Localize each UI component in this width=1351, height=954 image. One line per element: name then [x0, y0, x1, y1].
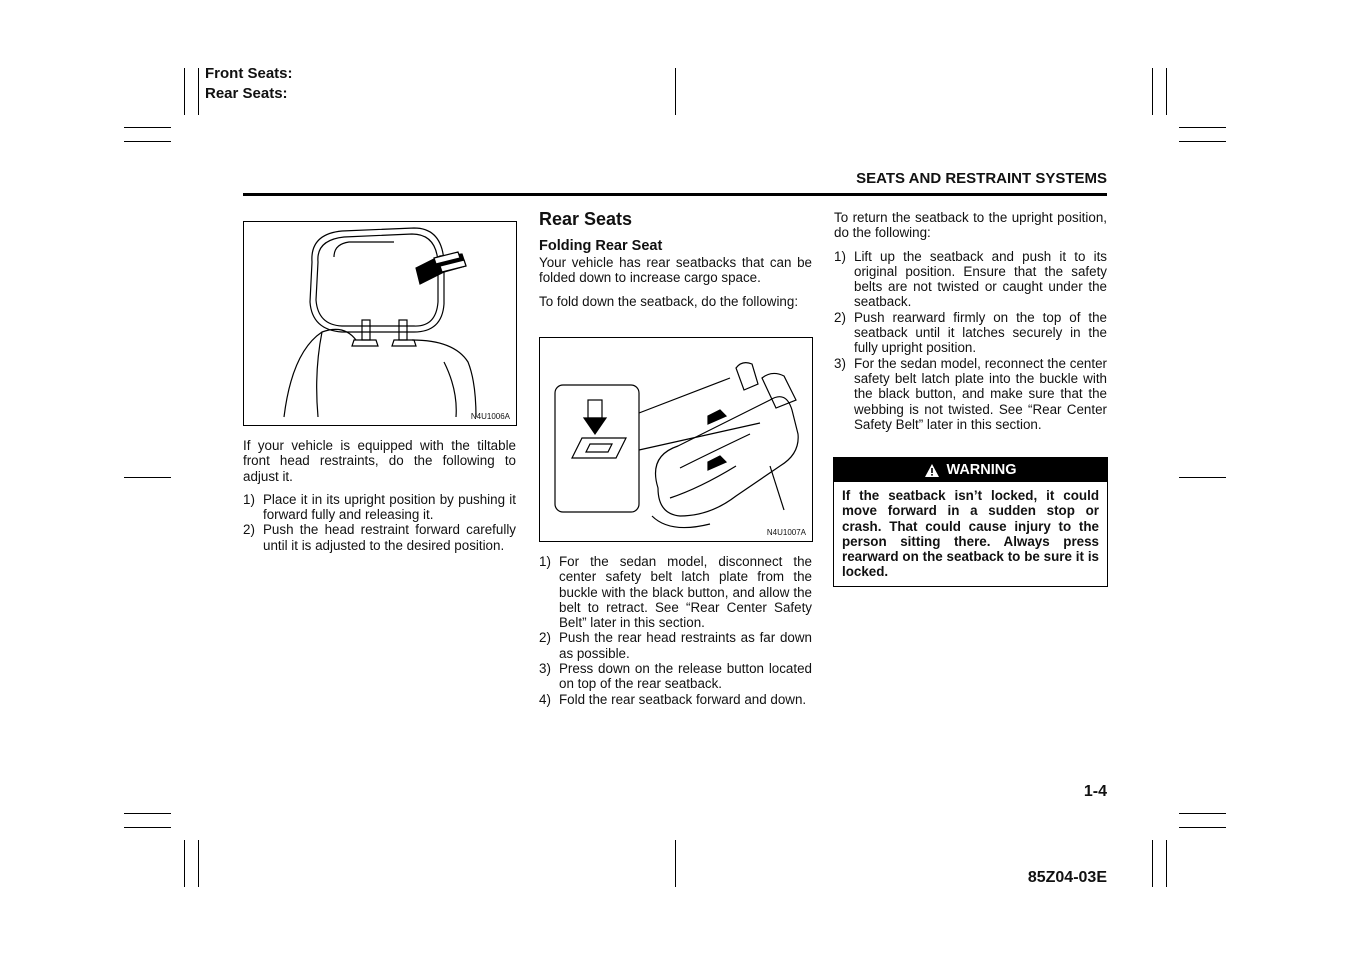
fold-down-intro: To fold down the seatback, do the following:: [539, 293, 799, 309]
list-item: [539, 554, 812, 630]
step-text: Push the head restraint forward carefully until it is adjusted to the desired position.: [263, 522, 516, 553]
step-number: 2): [539, 630, 551, 646]
figure-code: N4U1007A: [766, 528, 806, 537]
header-rule: [243, 193, 1107, 196]
warning-label: WARNING: [946, 462, 1017, 478]
head-restraint-intro: If your vehicle is equipped with the tiltable front head restraints, do the following to adjust it.: [243, 438, 516, 484]
upright-steps: [834, 249, 1107, 433]
step-text: Push rearward firmly on the top of the seatback until it latches securely in the fully upright position.: [854, 309, 1107, 356]
upright-intro: To return the seatback to the upright position, do the following:: [834, 210, 1107, 241]
list-item: [539, 630, 812, 661]
list-item: [539, 661, 812, 692]
warning-text: If the seatback isn’t locked, it could move forward in a sudden stop or crash. That could cause injury to the person sitting there. Always press rearward on the seatback to be sure it is locked.: [842, 488, 1099, 580]
step-text: Press down on the release button located on top of the rear seatback.: [559, 661, 812, 692]
step-text: Place it in its upright position by pushing it forward fully and releasing it.: [263, 491, 516, 523]
warning-header: [834, 458, 1107, 482]
step-number: 2): [834, 309, 846, 325]
figure-code: N4U1006A: [470, 412, 510, 421]
page-number: 1-4: [1083, 783, 1107, 800]
head-restraint-steps: [243, 492, 516, 553]
list-item: [243, 492, 516, 523]
left-column-text: [243, 438, 516, 553]
fold-down-steps: [539, 554, 812, 707]
step-number: 4): [539, 691, 551, 707]
step-text: For the sedan model, reconnect the center safety belt latch plate into the buckle with the black button, and make sure that the webbing is not twisted. See “Rear Center Safety Belt” later in this section.: [854, 355, 1107, 432]
list-item: [243, 522, 516, 553]
topic-list: [205, 64, 293, 104]
list-item: [834, 249, 1107, 310]
step-text: Fold the rear seatback forward and down.: [559, 691, 807, 707]
document-code: 85Z04-03E: [1027, 869, 1107, 886]
middle-column-text: [539, 208, 812, 317]
topic-front-seats: Front Seats:: [205, 65, 293, 82]
head-restraint-figure: [243, 221, 517, 426]
rear-seats-heading: Rear Seats: [539, 209, 633, 229]
list-item: [539, 692, 812, 707]
list-item: [834, 310, 1107, 356]
step-number: 3): [834, 355, 846, 371]
step-number: 1): [834, 248, 846, 264]
warning-triangle-icon: [924, 463, 940, 478]
head-restraint-illustration: [244, 222, 516, 425]
warning-box: [833, 457, 1108, 587]
folding-rear-seat-subheading: Folding Rear Seat: [539, 238, 663, 254]
rear-seat-figure: [539, 337, 813, 542]
step-text: For the sedan model, disconnect the center safety belt latch plate from the buckle with the black button, and allow the belt to retract. See “Rear Center Safety Belt” later in this section.: [559, 554, 812, 631]
section-title: SEATS AND RESTRAINT SYSTEMS: [856, 170, 1107, 187]
topic-rear-seats: Rear Seats:: [205, 85, 288, 102]
list-item: [834, 356, 1107, 432]
step-number: 1): [243, 491, 255, 507]
middle-column-steps: [539, 554, 812, 707]
step-number: 1): [539, 554, 551, 569]
step-number: 3): [539, 661, 551, 677]
step-text: Lift up the seatback and push it to its original position. Ensure that the safety belts are not twisted or caught under the seatback.: [854, 248, 1107, 310]
step-text: Push the rear head restraints as far down as possible.: [559, 630, 812, 661]
folding-intro: Your vehicle has rear seatbacks that can be folded down to increase cargo space.: [539, 255, 812, 286]
right-column-text: [834, 210, 1107, 432]
rear-seat-illustration: [540, 338, 812, 541]
step-number: 2): [243, 522, 255, 538]
